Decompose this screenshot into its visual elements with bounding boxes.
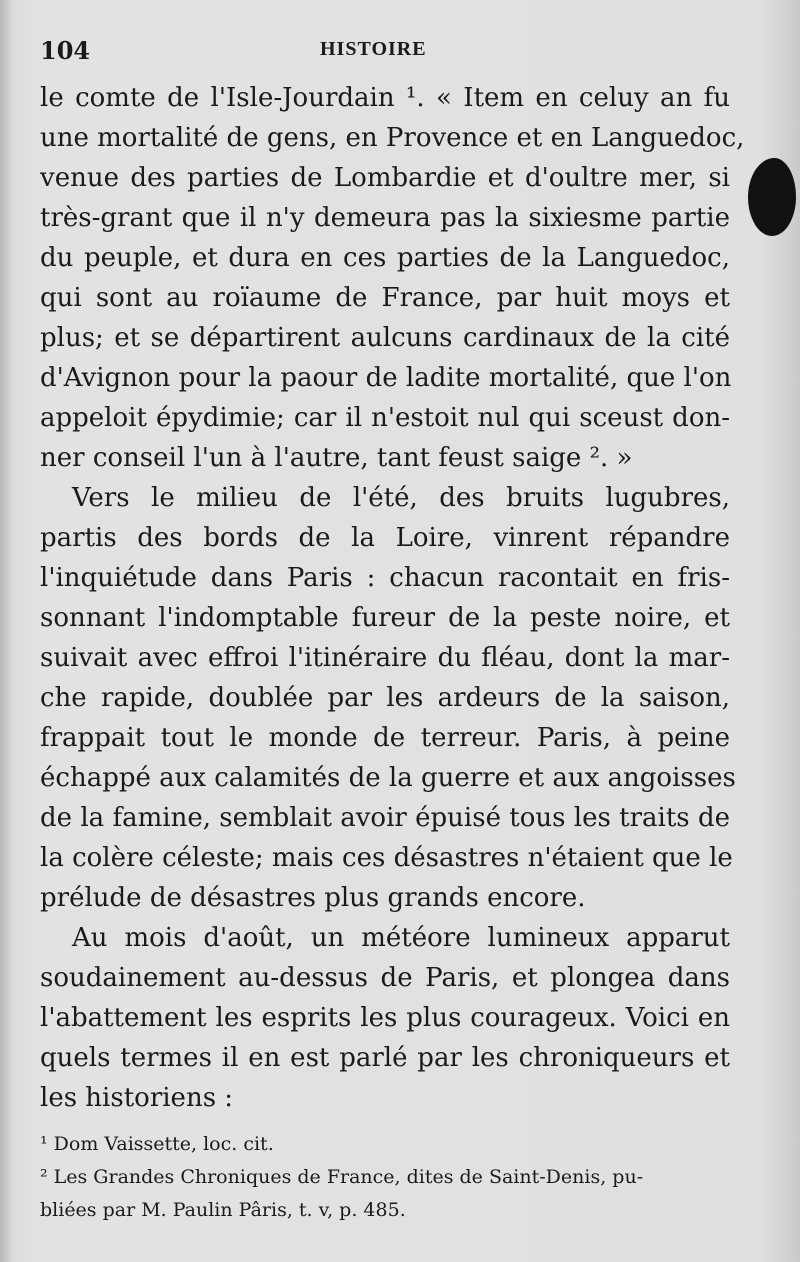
text-line: Au mois d'août, un météore lumineux apparut: [72, 923, 730, 953]
text-line: che rapide, doublée par les ardeurs de la saison,: [40, 683, 730, 713]
text-line: le comte de l'Isle-Jourdain ¹. « Item en celuy an fu: [40, 83, 730, 113]
text-line: du peuple, et dura en ces parties de la Languedoc,: [40, 243, 730, 273]
paragraph-2: [40, 478, 736, 918]
text-line: frappait tout le monde de terreur. Paris, à peine: [40, 723, 730, 753]
text-line: échappé aux calamités de la guerre et aux angoisses: [40, 763, 736, 793]
text-line: l'abattement les esprits les plus courageux. Voici en: [40, 1003, 730, 1033]
text-line: Vers le milieu de l'été, des bruits lugubres,: [72, 483, 730, 513]
text-line: prélude de désastres plus grands encore.: [40, 883, 586, 913]
text-line: les historiens :: [40, 1083, 234, 1113]
text-line: quels termes il en est parlé par les chroniqueurs et: [40, 1043, 730, 1073]
footnote-2: ² Les Grandes Chroniques de France, dites de Saint-Denis, pu-: [40, 1166, 644, 1188]
text-line: de la famine, semblait avoir épuisé tous les traits de: [40, 803, 730, 833]
body-text: [40, 78, 745, 1118]
text-line: ner conseil l'un à l'autre, tant feust saige ². »: [40, 443, 633, 473]
text-line: d'Avignon pour la paour de ladite mortalité, que l'on: [40, 363, 732, 393]
text-line: venue des parties de Lombardie et d'oultre mer, si: [40, 163, 730, 193]
text-line: suivait avec effroi l'itinéraire du fléau, dont la mar-: [40, 643, 730, 673]
paragraph-1: [40, 78, 745, 478]
text-line: la colère céleste; mais ces désastres n'étaient que le: [40, 843, 733, 873]
text-line: partis des bords de la Loire, vinrent répandre: [40, 523, 730, 553]
text-line: plus; et se départirent aulcuns cardinaux de la cité: [40, 323, 730, 353]
footnote-2-continued: bliées par M. Paulin Pâris, t. v, p. 485.: [40, 1199, 406, 1221]
ink-blot: [748, 158, 796, 236]
text-line: qui sont au roïaume de France, par huit moys et: [40, 283, 730, 313]
text-line: une mortalité de gens, en Provence et en Languedoc,: [40, 123, 745, 153]
footnotes: [40, 1128, 730, 1227]
running-head: HISTOIRE: [320, 38, 427, 60]
text-line: soudainement au-dessus de Paris, et plongea dans: [40, 963, 730, 993]
page-number: 104: [40, 36, 91, 65]
text-line: appeloit épydimie; car il n'estoit nul qui sceust don-: [40, 403, 730, 433]
footnote-1: ¹ Dom Vaissette, loc. cit.: [40, 1133, 274, 1155]
page-header: [40, 36, 730, 72]
text-line: très-grant que il n'y demeura pas la sixiesme partie: [40, 203, 730, 233]
text-line: l'inquiétude dans Paris : chacun racontait en fris-: [40, 563, 730, 593]
text-line: sonnant l'indomptable fureur de la peste noire, et: [40, 603, 730, 633]
paragraph-3: [40, 918, 730, 1118]
